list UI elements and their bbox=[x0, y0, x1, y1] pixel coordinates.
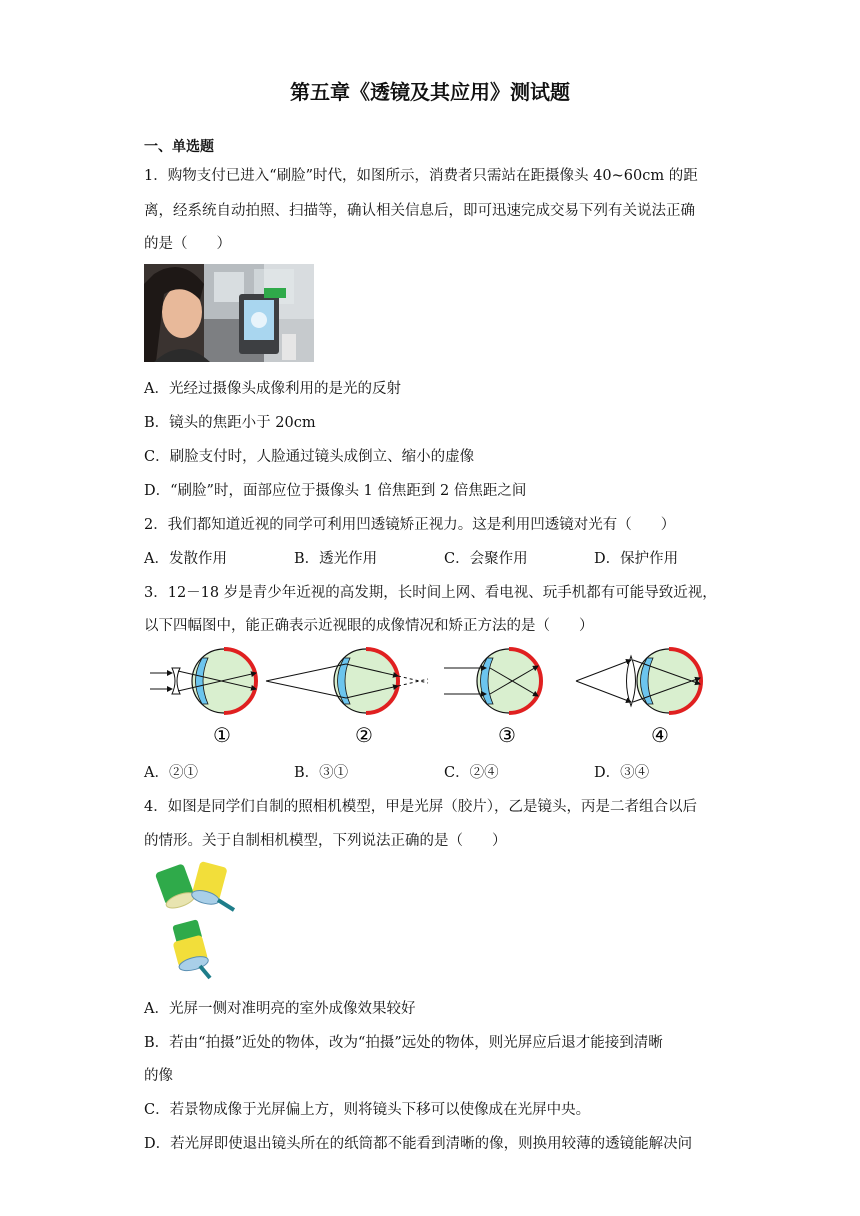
q3-option-c: C．②④ bbox=[444, 765, 499, 781]
q2-stem: 2．我们都知道近视的同学可利用凹透镜矫正视力。这是利用凹透镜对光有（ ） bbox=[144, 517, 676, 533]
figure-label-2: ② bbox=[355, 723, 373, 746]
q3-option-b: B．③① bbox=[294, 765, 349, 781]
face-payment-photo bbox=[144, 264, 314, 362]
figure-label-4: ④ bbox=[651, 723, 669, 746]
q1-option-b: B．镜头的焦距小于 20cm bbox=[144, 415, 316, 431]
q1-option-d: D．“刷脸”时，面部应位于摄像头 1 倍焦距到 2 倍焦距之间 bbox=[144, 483, 527, 499]
q1-line-2: 离，经系统自动拍照、扫描等，确认相关信息后，即可迅速完成交易下列有关说法正确 bbox=[144, 203, 695, 219]
figure-label-1: ① bbox=[213, 723, 231, 746]
q1-line-3: 的是（ ） bbox=[144, 236, 231, 252]
q1-option-c: C．刷脸支付时，人脸通过镜头成倒立、缩小的虚像 bbox=[144, 449, 475, 465]
q3-line-2: 以下四幅图中，能正确表示近视眼的成像情况和矫正方法的是（ ） bbox=[144, 618, 594, 634]
q3-option-a: A．②① bbox=[144, 765, 198, 781]
camera-model-figure bbox=[150, 858, 250, 982]
section-heading: 一、单选题 bbox=[144, 139, 214, 155]
q4-option-b-cont: 的像 bbox=[144, 1068, 173, 1084]
q2-option-a: A．发散作用 bbox=[144, 551, 227, 567]
q3-option-d: D．③④ bbox=[594, 765, 650, 781]
page-title: 第五章《透镜及其应用》测试题 bbox=[290, 80, 570, 104]
q3-line-1: 3．12－18 岁是青少年近视的高发期，长时间上网、看电视、玩手机都有可能导致近视， bbox=[144, 585, 717, 601]
q4-option-a: A．光屏一侧对准明亮的室外成像效果较好 bbox=[144, 1001, 416, 1017]
q4-option-c: C．若景物成像于光屏偏上方，则将镜头下移可以使像成在光屏中央。 bbox=[144, 1102, 591, 1118]
eye-diagram-2 bbox=[266, 649, 428, 713]
q2-option-d: D．保护作用 bbox=[594, 551, 679, 567]
q4-option-d: D．若光屏即使退出镜头所在的纸筒都不能看到清晰的像，则换用较薄的透镜能解决问 bbox=[144, 1136, 693, 1152]
q2-option-c: C．会聚作用 bbox=[444, 551, 528, 567]
eye-diagram-3 bbox=[444, 649, 541, 713]
q1-line-1: 1．购物支付已进入“刷脸”时代，如图所示，消费者只需站在距摄像头 40~60cm 的距 bbox=[144, 168, 698, 184]
figure-label-3: ③ bbox=[498, 723, 516, 746]
q4-line-1: 4．如图是同学们自制的照相机模型，甲是光屏（胶片），乙是镜头，丙是二者组合以后 bbox=[144, 799, 697, 815]
eye-diagrams bbox=[144, 646, 714, 746]
eye-diagram-4 bbox=[576, 649, 701, 713]
q4-line-2: 的情形。关于自制相机模型，下列说法正确的是（ ） bbox=[144, 833, 507, 849]
eye-diagram-1 bbox=[150, 649, 256, 713]
q2-option-b: B．透光作用 bbox=[294, 551, 378, 567]
q4-option-b: B．若由“拍摄”近处的物体，改为“拍摄”远处的物体，则光屏应后退才能接到清晰 bbox=[144, 1035, 663, 1051]
q1-option-a: A．光经过摄像头成像利用的是光的反射 bbox=[144, 381, 401, 397]
